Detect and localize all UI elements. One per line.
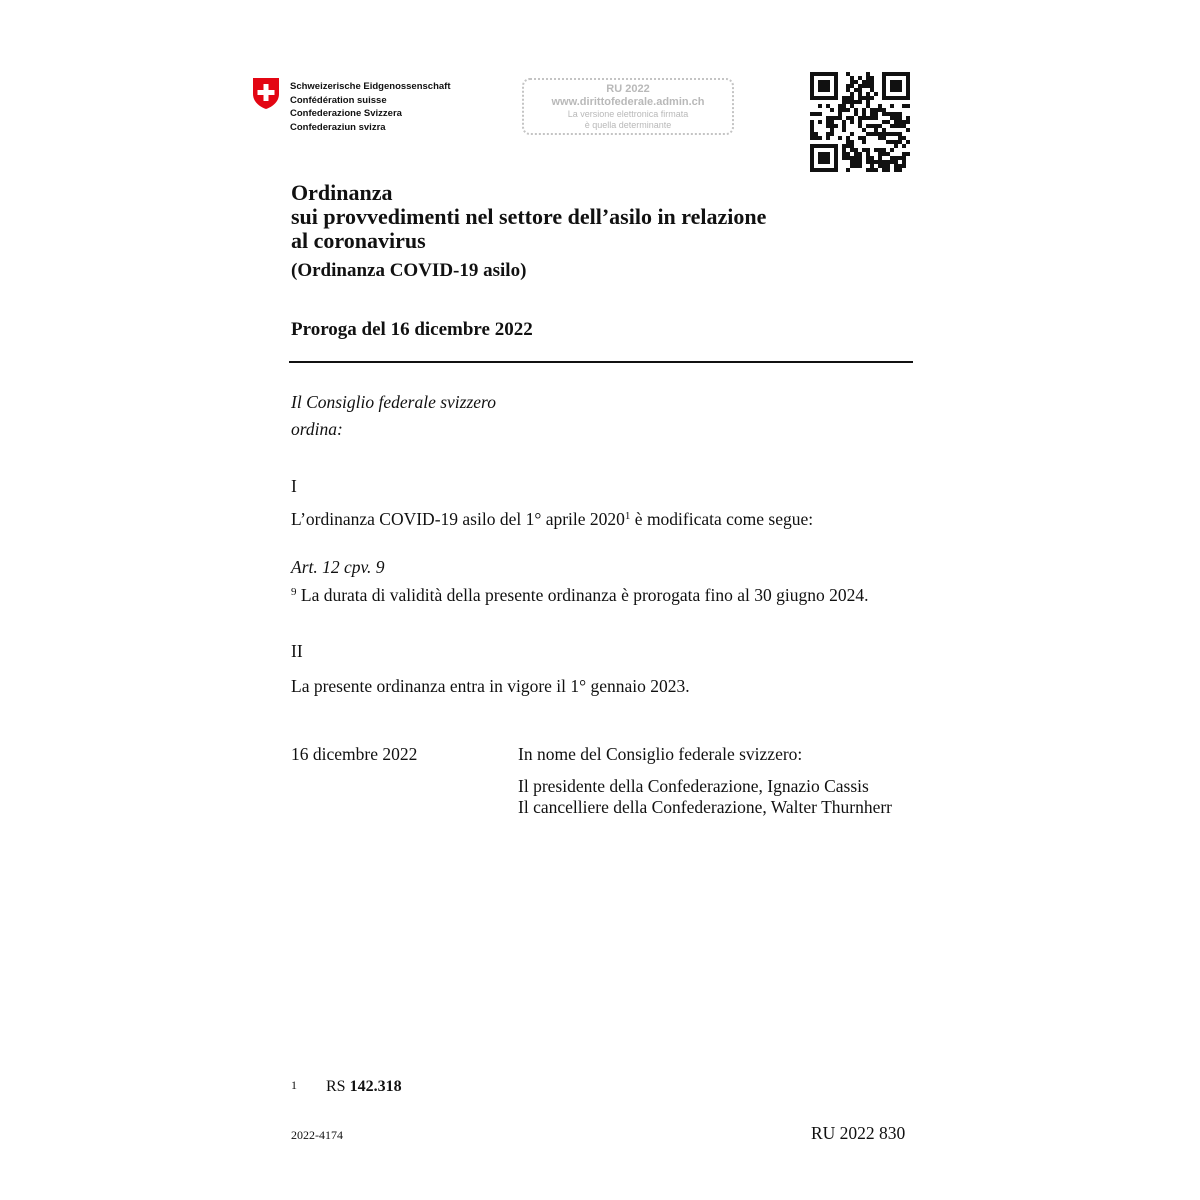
- page-reference: RU 2022 830: [811, 1123, 906, 1143]
- footnote-number: 1: [291, 1078, 297, 1092]
- stamp-line-2: www.dirittofederale.admin.ch: [551, 96, 705, 108]
- footnote-reference: 142.318: [349, 1078, 402, 1095]
- confederation-name-de: Schweizerische Eidgenossenschaft: [290, 81, 451, 92]
- article-heading: Art. 12 cpv. 9: [291, 557, 385, 577]
- signature-chancellor: Il cancelliere della Confederazione, Walter Thurnherr: [518, 797, 893, 817]
- confederation-name-it: Confederazione Svizzera: [290, 108, 402, 119]
- article-paragraph: [291, 585, 868, 606]
- stamp-line-4: è quella determinante: [584, 120, 672, 130]
- official-stamp: [522, 78, 734, 135]
- subtitle: Proroga del 16 dicembre 2022: [291, 319, 533, 340]
- title-divider: [289, 361, 913, 363]
- amendment-intro-text: L’ordinanza COVID-19 asilo del 1° aprile 2020: [291, 509, 625, 529]
- signature-date: 16 dicembre 2022: [291, 744, 418, 764]
- preamble-line-1: Il Consiglio federale svizzero: [291, 392, 496, 412]
- title-line-1: Ordinanza: [291, 180, 393, 205]
- confederation-names: [290, 80, 451, 134]
- signature-president: Il presidente della Confederazione, Ignazio Cassis: [518, 776, 869, 796]
- title-line-2: sui provvedimenti nel settore dell’asilo in relazione: [291, 204, 767, 229]
- stamp-line-1: RU 2022: [606, 83, 650, 95]
- footnote-ref: 1: [624, 510, 631, 522]
- footnote-prefix: RS: [326, 1078, 350, 1095]
- paragraph-text: La durata di validità della presente ordinanza è prorogata fino al 30 giugno 2024.: [296, 585, 869, 605]
- preamble-line-2: ordina:: [291, 419, 343, 439]
- signature-on-behalf: In nome del Consiglio federale svizzero:: [518, 744, 803, 764]
- section-numeral-ii: II: [291, 641, 303, 661]
- confederation-name-rm: Confederaziun svizra: [290, 121, 386, 133]
- short-title: (Ordinanza COVID-19 asilo): [291, 260, 527, 281]
- entry-into-force: La presente ordinanza entra in vigore il 1° gennaio 2023.: [291, 676, 690, 696]
- footnote-text: [326, 1078, 402, 1096]
- section-numeral-i: I: [291, 476, 297, 496]
- qr-code-icon: [810, 72, 910, 172]
- stamp-line-3: La versione elettronica firmata: [567, 109, 689, 119]
- confederation-name-fr: Confédération suisse: [290, 94, 387, 106]
- amendment-intro: [291, 509, 813, 530]
- document-number: 2022-4174: [291, 1128, 343, 1142]
- paragraph-number: 9: [291, 586, 297, 598]
- document-title: [291, 181, 766, 253]
- title-line-3: al coronavirus: [291, 228, 426, 253]
- swiss-cross-icon: [251, 77, 281, 110]
- amendment-intro-tail: è modificata come segue:: [630, 509, 814, 529]
